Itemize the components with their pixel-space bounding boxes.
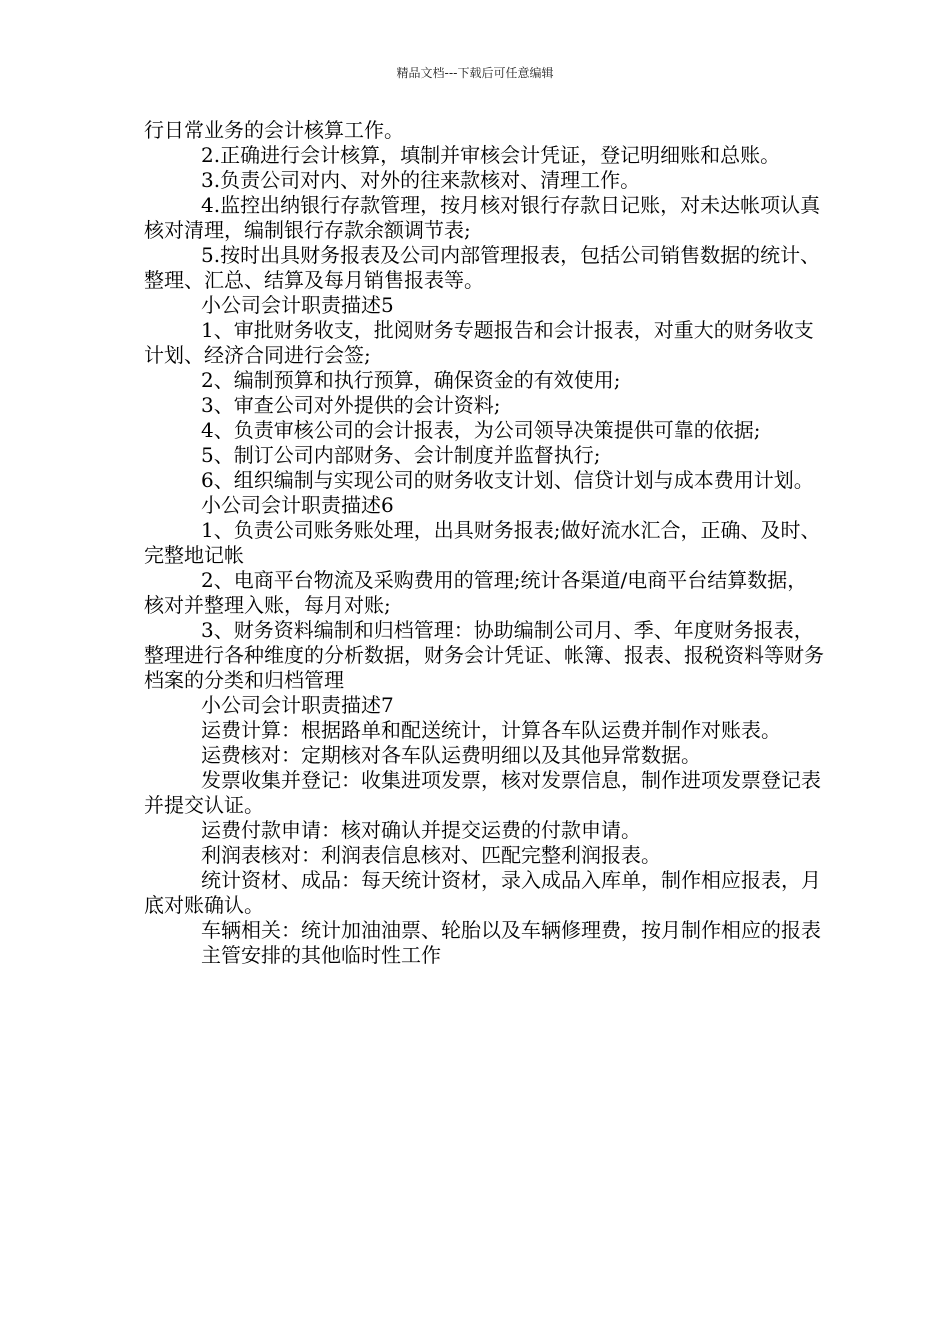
section-heading: 小公司会计职责描述6 <box>201 493 394 517</box>
paragraph: 车辆相关：统计加油油票、轮胎以及车辆修理费，按月制作相应的报表 <box>201 918 821 942</box>
paragraph: 行日常业务的会计核算工作。 <box>144 118 404 142</box>
paragraph: 统计资材、成品：每天统计资材，录入成品入库单，制作相应报表，月底对账确认。 <box>144 868 821 917</box>
paragraph: 5、制订公司内部财务、会计制度并监督执行; <box>201 443 601 467</box>
paragraph: 4、负责审核公司的会计报表，为公司领导决策提供可靠的依据; <box>201 418 761 442</box>
paragraph: 3.负责公司对内、对外的往来款核对、清理工作。 <box>201 168 641 192</box>
paragraph: 主管安排的其他临时性工作 <box>201 943 441 967</box>
paragraph: 2、电商平台物流及采购费用的管理;统计各渠道/电商平台结算数据，核对并整理入账，每月对账; <box>144 568 808 617</box>
section-heading: 小公司会计职责描述5 <box>201 293 394 317</box>
paragraph: 3、财务资料编制和归档管理：协助编制公司月、季、年度财务报表，整理进行各种维度的分析数据，财务会计凭证、帐簿、报表、报税资料等财务档案的分类和归档管理 <box>144 618 824 692</box>
section-heading: 小公司会计职责描述7 <box>201 693 394 717</box>
paragraph: 4.监控出纳银行存款管理，按月核对银行存款日记账，对未达帐项认真核对清理，编制银行存款余额调节表; <box>144 193 821 242</box>
paragraph: 运费计算：根据路单和配送统计，计算各车队运费并制作对账表。 <box>201 718 781 742</box>
document-body <box>144 118 824 968</box>
paragraph: 发票收集并登记：收集进项发票，核对发票信息，制作进项发票登记表并提交认证。 <box>144 768 821 817</box>
paragraph: 5.按时出具财务报表及公司内部管理报表，包括公司销售数据的统计、整理、汇总、结算及每月销售报表等。 <box>144 243 821 292</box>
paragraph: 2.正确进行会计核算，填制并审核会计凭证，登记明细账和总账。 <box>201 143 781 167</box>
paragraph: 运费核对：定期核对各车队运费明细以及其他异常数据。 <box>201 743 701 767</box>
paragraph: 利润表核对：利润表信息核对、匹配完整利润报表。 <box>201 843 661 867</box>
paragraph: 1、负责公司账务账处理，出具财务报表;做好流水汇合，正确、及时、完整地记帐 <box>144 518 821 567</box>
paragraph: 1、审批财务收支，批阅财务专题报告和会计报表，对重大的财务收支计划、经济合同进行会签; <box>144 318 814 367</box>
paragraph: 6、组织编制与实现公司的财务收支计划、信贷计划与成本费用计划。 <box>201 468 814 492</box>
page-header: 精品文档---下载后可任意编辑 <box>396 66 554 80</box>
paragraph: 2、编制预算和执行预算，确保资金的有效使用; <box>201 368 621 392</box>
paragraph: 运费付款申请：核对确认并提交运费的付款申请。 <box>201 818 641 842</box>
paragraph: 3、审查公司对外提供的会计资料; <box>201 393 501 417</box>
